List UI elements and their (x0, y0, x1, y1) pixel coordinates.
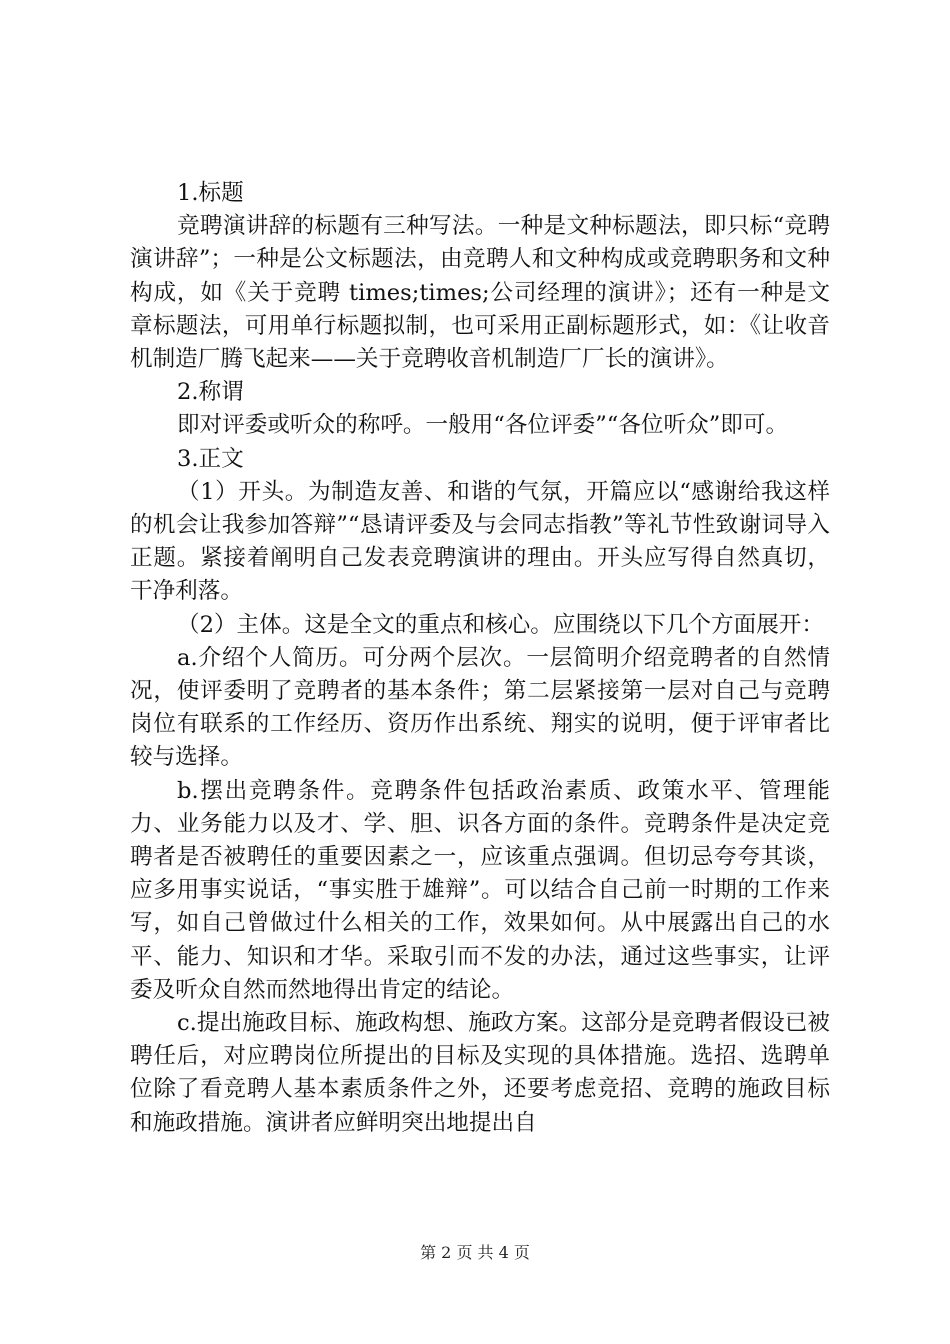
document-body (130, 177, 830, 1140)
paragraph-main-body: （2）主体。这是全文的重点和核心。应围绕以下几个方面展开： (177, 611, 824, 638)
paragraph-title-methods: 竞聘演讲辞的标题有三种写法。一种是文种标题法，即只标“竞聘演讲辞”；一种是公文标题法，由竞聘人和文种构成或竞聘职务和文种构成，如《关于竞聘 times;times;公司经理的演讲》；还有一种是文章标题法，可用单行标题拟制，也可采用正副标题形式，如：《让收音机制造厂腾飞起来——关于竞聘收音机制造厂厂长的演讲》。 (130, 213, 830, 373)
paragraph-item-c: c.提出施政目标、施政构想、施政方案。这部分是竞聘者假设已被聘任后，对应聘岗位所提出的目标及实现的具体措施。选招、选聘单位除了看竞聘人基本素质条件之外，还要考虑竞招、竞聘的施政目标和施政措施。演讲者应鲜明突出地提出自 (130, 1010, 830, 1136)
section-heading-body: 3.正文 (177, 445, 244, 472)
section-heading-salutation: 2.称谓 (177, 379, 244, 406)
page-number-footer: 第 2 页 共 4 页 (420, 1243, 530, 1262)
paragraph-salutation: 即对评委或听众的称呼。一般用“各位评委”“各位听众”即可。 (177, 412, 789, 439)
paragraph-opening: （1）开头。为制造友善、和谐的气氛，开篇应以“感谢给我这样的机会让我参加答辩”“恳请评委及与会同志指教”等礼节性致谢词导入正题。紧接着阐明自己发表竞聘演讲的理由。开头应写得自然真切，干净利落。 (130, 478, 830, 605)
paragraph-item-a: a.介绍个人简历。可分两个层次。一层简明介绍竞聘者的自然情况，使评委明了竞聘者的基本条件；第二层紧接第一层对自己与竞聘岗位有联系的工作经历、资历作出系统、翔实的说明，便于评审者比较与选择。 (130, 644, 830, 771)
section-heading-title: 1.标题 (177, 180, 244, 206)
paragraph-item-b: b.摆出竞聘条件。竞聘条件包括政治素质、政策水平、管理能力、业务能力以及才、学、胆、识各方面的条件。竞聘条件是决定竞聘者是否被聘任的重要因素之一，应该重点强调。但切忌夸夸其谈，应多用事实说话，“事实胜于雄辩”。可以结合自己前一时期的工作来写，如自己曾做过什么相关的工作，效果如何。从中展露出自己的水平、能力、知识和才华。采取引而不发的办法，通过这些事实，让评委及听众自然而然地得出肯定的结论。 (130, 777, 830, 1003)
